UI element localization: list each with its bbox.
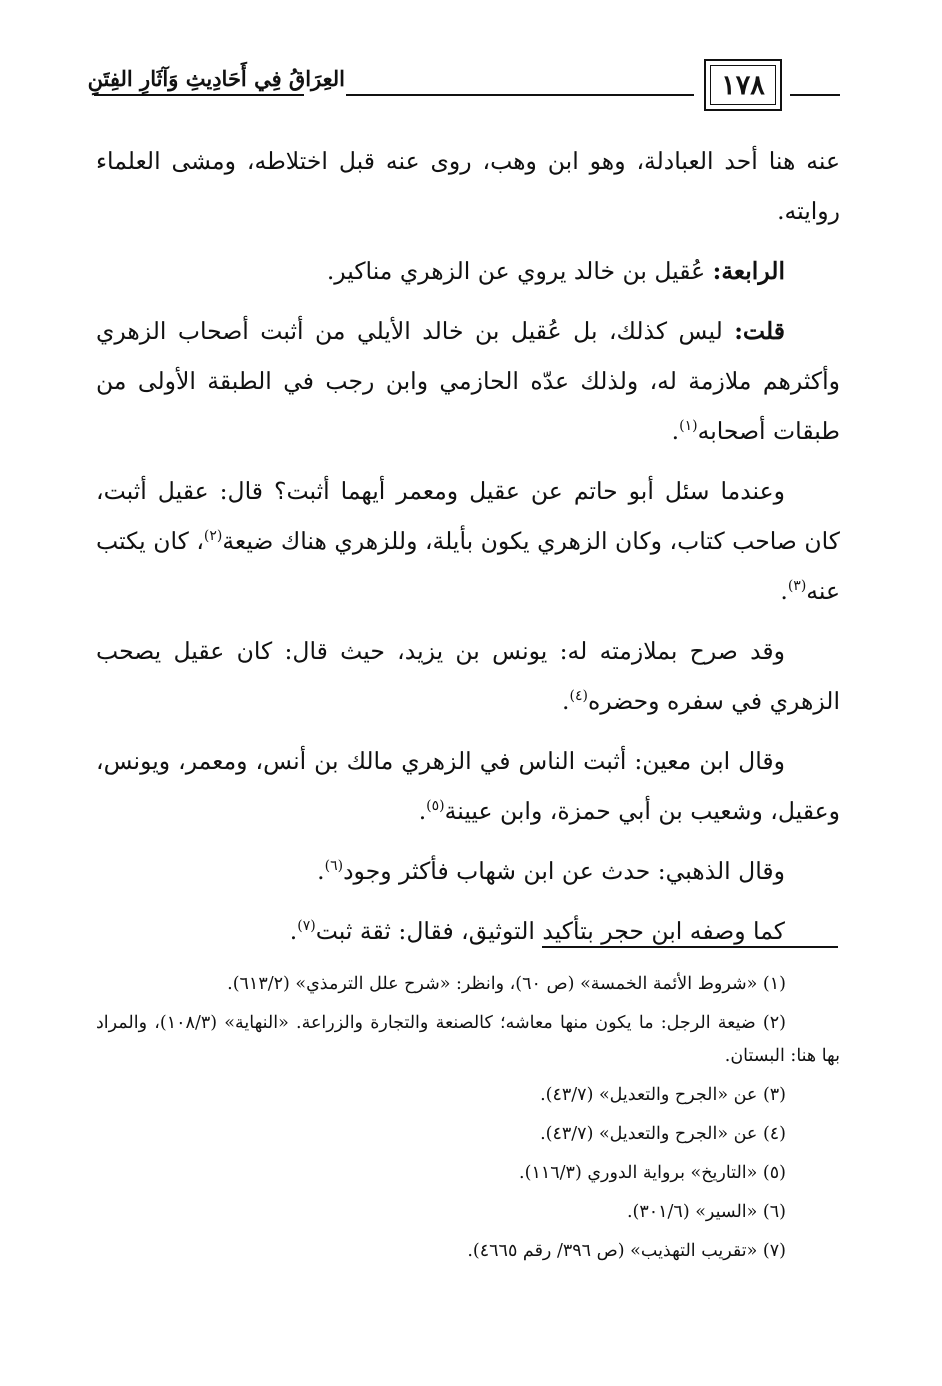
paragraph-abu-hatim: وعندما سئل أبو حاتم عن عقيل ومعمر أيهما أثبت؟ قال: عقيل أثبت، كان صاحب كتاب، وكان الزهري يكون بأيلة، وللزهري هناك ضيعة$^{(٢)}$، كان يكتب عنه$^{(٣)}$.: [96, 477, 840, 605]
response-label: قلت:: [734, 317, 785, 345]
page-number: ١٧٨: [710, 65, 776, 105]
footnote-1: (١) «شروط الأئمة الخمسة» (ص ٦٠)، وانظر: «شرح علل الترمذي» (٦١٣/٢).: [227, 974, 786, 994]
paragraph-ibn-hajar: كما وصفه ابن حجر بتأكيد التوثيق، فقال: ثقة ثبت$^{(٧)}$.: [289, 917, 785, 945]
footnote-separator: [542, 946, 838, 948]
header-rule-middle: [346, 94, 694, 96]
running-title: العِرَاقُ فِي أَحَادِيثِ وَآثَارِ الفِتَنِ: [87, 66, 345, 91]
footnote-3: (٣) عن «الجرح والتعديل» (٤٣/٧).: [540, 1085, 786, 1105]
paragraph-continuation: عنه هنا أحد العبادلة، وهو ابن وهب، روى عنه قبل اختلاطه، ومشى العلماء روايته.: [96, 147, 840, 225]
footnote-7: (٧) «تقريب التهذيب» (ص ٣٩٦/ رقم ٤٦٦٥).: [467, 1241, 786, 1261]
header-rule-right: [790, 94, 840, 96]
claim-label: الرابعة:: [712, 257, 785, 285]
footnote-ref-4[interactable]: (٤): [569, 688, 588, 705]
footnote-2: (٢) ضيعة الرجل: ما يكون منها معاشه؛ كالصنعة والتجارة والزراعة. «النهاية» (١٠٨/٣)، والمراد بها هنا: البستان.: [96, 1013, 840, 1066]
footnote-ref-6[interactable]: (٦): [324, 858, 344, 875]
header-rule-left: [94, 94, 304, 96]
footnote-ref-1[interactable]: (١): [679, 418, 698, 435]
footnote-4: (٤) عن «الجرح والتعديل» (٤٣/٧).: [540, 1124, 786, 1144]
main-text: [96, 136, 840, 966]
footnote-ref-3[interactable]: (٣): [787, 578, 807, 595]
footnotes: [96, 968, 840, 1274]
paragraph-dhahabi: وقال الذهبي: حدث عن ابن شهاب فأكثر وجود$^{(٦)}$.: [317, 857, 785, 885]
page-number-frame: [704, 59, 782, 111]
footnote-ref-5[interactable]: (٥): [426, 798, 445, 815]
paragraph-claim: الرابعة: عُقيل بن خالد يروي عن الزهري مناكير.: [326, 257, 785, 285]
footnote-6: (٦) «السير» (٣٠١/٦).: [626, 1202, 786, 1222]
footnote-ref-7[interactable]: (٧): [297, 918, 316, 935]
footnote-ref-2[interactable]: (٢): [203, 528, 223, 545]
paragraph-response: قلت: ليس كذلك، بل عُقيل بن خالد الأيلي من أثبت أصحاب الزهري وأكثرهم ملازمة له، ولذلك عدّه الحازمي وابن رجب في الطبقة الأولى من طبقات أصحابه$^{(١)}$.: [96, 317, 840, 445]
paragraph-yunus: وقد صرح بملازمته له: يونس بن يزيد، حيث قال: كان عقيل يصحب الزهري في سفره وحضره$^{(٤)}$.: [96, 637, 840, 715]
footnote-5: (٥) «التاريخ» برواية الدوري (١١٦/٣).: [519, 1163, 786, 1183]
paragraph-ibn-maeen: وقال ابن معين: أثبت الناس في الزهري مالك بن أنس، ومعمر، ويونس، وعقيل، وشعيب بن أبي حمزة، وابن عيينة$^{(٥)}$.: [96, 747, 840, 825]
